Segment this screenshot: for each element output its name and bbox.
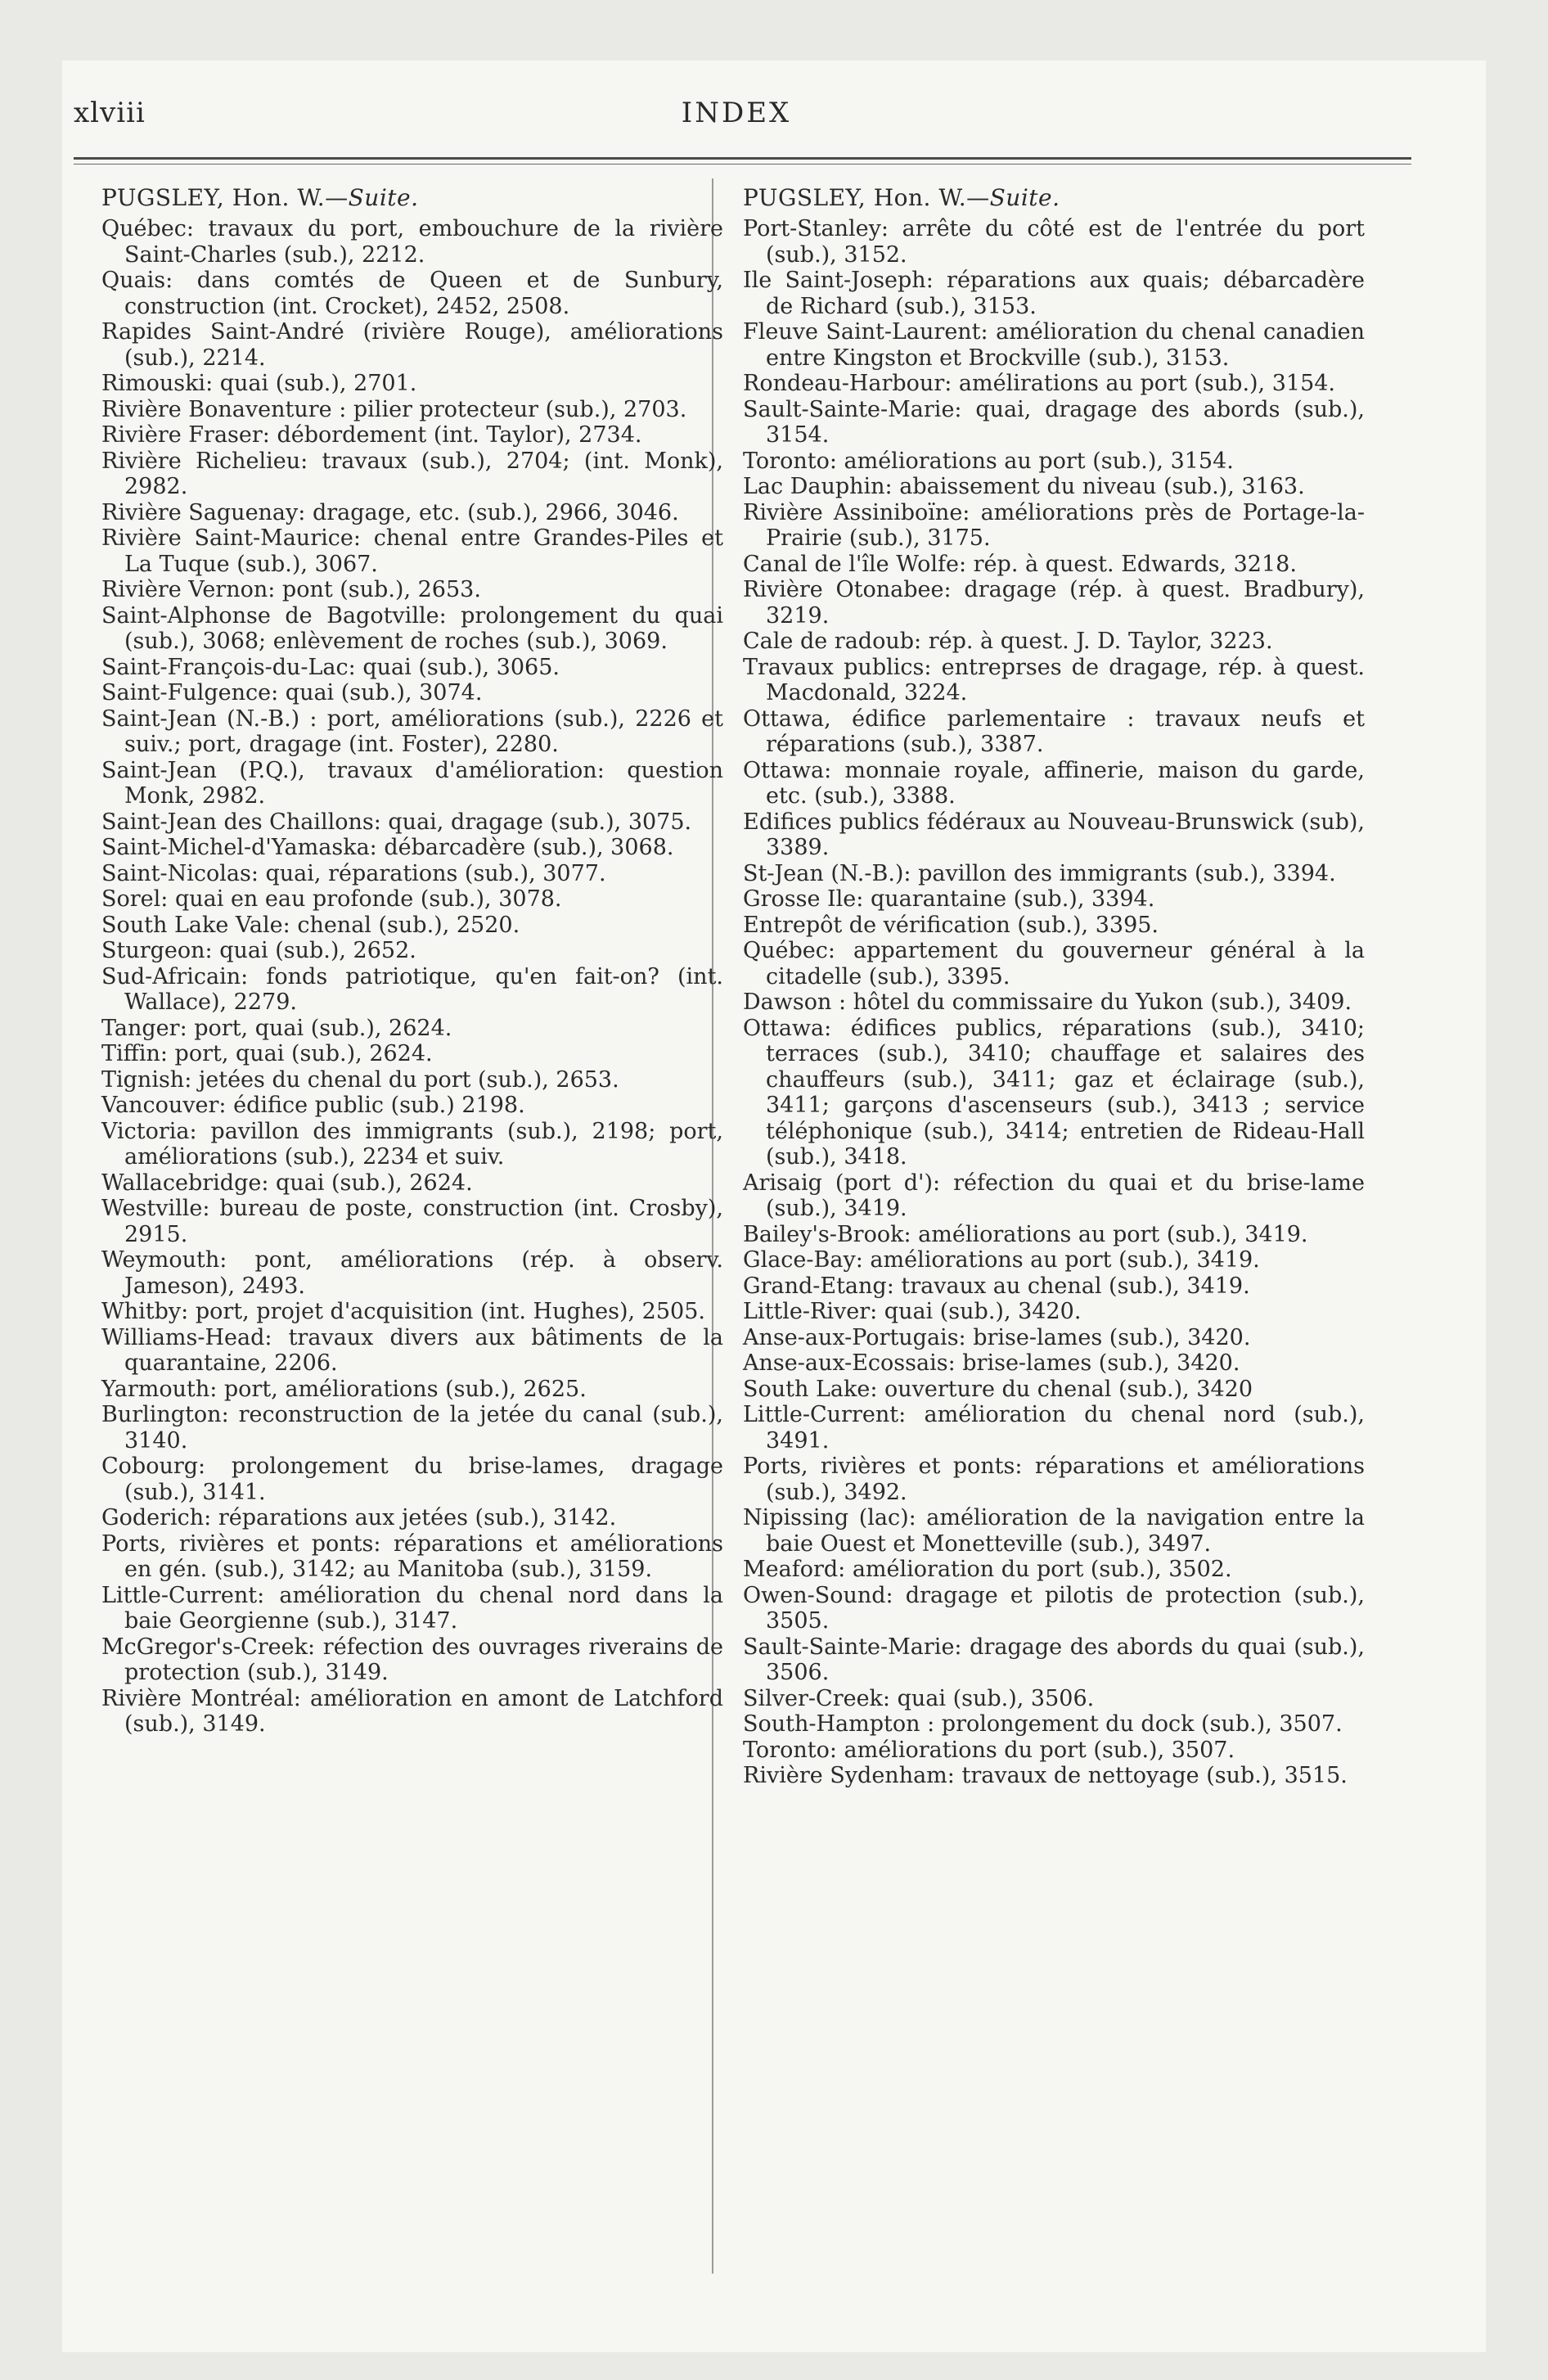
index-entry: Rivière Otonabee: dragage (rép. à quest. Bradbury), 3219. (743, 577, 1365, 629)
index-entry: Saint-Alphonse de Bagotville: prolongement du quai (sub.), 3068; enlèvement de roches (sub.), 3069. (101, 602, 723, 654)
heading-suite: Suite. (348, 184, 419, 211)
index-entry: Entrepôt de vérification (sub.), 3395. (743, 912, 1159, 938)
index-entry: Ports, rivières et ponts: réparations et améliorations en gén. (sub.), 3142; au Manitoba (sub.), 3159. (101, 1530, 723, 1582)
index-entry: Sud-Africain: fonds patriotique, qu'en fait-on? (int. Wallace), 2279. (101, 963, 723, 1015)
right-column-heading (743, 185, 1365, 211)
index-entry: Rivière Saguenay: dragage, etc. (sub.), 2966, 3046. (101, 499, 679, 525)
index-entry: Port-Stanley: arrête du côté est de l'entrée du port (sub.), 3152. (743, 216, 1365, 268)
page-title: INDEX (681, 97, 792, 129)
heading-name: PUGSLEY, Hon. W.— (743, 184, 990, 211)
index-entry: Saint-Fulgence: quai (sub.), 3074. (101, 680, 483, 705)
index-entry: Sault-Sainte-Marie: dragage des abords du quai (sub.), 3506. (743, 1634, 1365, 1685)
index-entry: Wallacebridge: quai (sub.), 2624. (101, 1170, 473, 1196)
index-entry: Dawson : hôtel du commissaire du Yukon (sub.), 3409. (743, 989, 1352, 1015)
index-entry: Canal de l'île Wolfe: rép. à quest. Edwards, 3218. (743, 551, 1297, 577)
index-entry: Rivière Vernon: pont (sub.), 2653. (101, 577, 481, 602)
index-entry: Sault-Sainte-Marie: quai, dragage des abords (sub.), 3154. (743, 396, 1365, 448)
index-entry: Ottawa, édifice parlementaire : travaux neufs et réparations (sub.), 3387. (743, 705, 1365, 757)
index-entry: Québec: travaux du port, embouchure de la rivière Saint-Charles (sub.), 2212. (101, 216, 723, 268)
index-entry: Saint-Jean (P.Q.), travaux d'amélioration: question Monk, 2982. (101, 757, 723, 809)
index-entry: Yarmouth: port, améliorations (sub.), 2625. (101, 1376, 587, 1402)
index-entry: Saint-François-du-Lac: quai (sub.), 3065. (101, 654, 560, 680)
header-rule (74, 157, 1411, 160)
index-entry: South Lake Vale: chenal (sub.), 2520. (101, 912, 520, 938)
index-entry: Ottawa: édifices publics, réparations (sub.), 3410; terraces (sub.), 3410; chauffage et salaires des chauffeurs (sub.), 3411; gaz et éclairage (sub.), 3411; garçons d'ascenseurs (sub.), 3413 ; service téléphonique (sub.), 3414; entretien de Rideau-Hall (sub.), 3418. (743, 1015, 1365, 1170)
index-entry: Silver-Creek: quai (sub.), 3506. (743, 1685, 1095, 1711)
index-entry: St-Jean (N.-B.): pavillon des immigrants (sub.), 3394. (743, 860, 1336, 886)
index-entry: Tignish: jetées du chenal du port (sub.), 2653. (101, 1066, 619, 1093)
index-entry: Westville: bureau de poste, construction (int. Crosby), 2915. (101, 1196, 723, 1247)
index-entry: Sturgeon: quai (sub.), 2652. (101, 938, 416, 963)
index-entry: Rapides Saint-André (rivière Rouge), améliorations (sub.), 2214. (101, 319, 723, 371)
index-entry: Little-Current: amélioration du chenal nord (sub.), 3491. (743, 1402, 1365, 1454)
index-entry: Weymouth: pont, améliorations (rép. à observ. Jameson), 2493. (101, 1247, 723, 1299)
header-rule-thin (74, 164, 1411, 165)
index-entry: Rivière Assiniboïne: améliorations près de Portage-la-Prairie (sub.), 3175. (743, 499, 1365, 551)
index-entry: Goderich: réparations aux jetées (sub.), 3142. (101, 1505, 617, 1530)
index-entry: Williams-Head: travaux divers aux bâtiments de la quarantaine, 2206. (101, 1324, 723, 1376)
index-entry: Rivière Richelieu: travaux (sub.), 2704; (int. Monk), 2982. (101, 448, 723, 499)
index-entry: Saint-Michel-d'Yamaska: débarcadère (sub.), 3068. (101, 835, 674, 860)
index-entry: Little-River: quai (sub.), 3420. (743, 1299, 1082, 1324)
index-entry: Whitby: port, projet d'acquisition (int. Hughes), 2505. (101, 1299, 705, 1324)
index-entry: McGregor's-Creek: réfection des ouvrages riverains de protection (sub.), 3149. (101, 1634, 723, 1685)
index-entry: Owen-Sound: dragage et pilotis de protection (sub.), 3505. (743, 1582, 1365, 1634)
index-entry: Ports, rivières et ponts: réparations et améliorations (sub.), 3492. (743, 1454, 1365, 1505)
index-entry: South-Hampton : prolongement du dock (sub.), 3507. (743, 1711, 1343, 1737)
index-entry: Little-Current: amélioration du chenal nord dans la baie Georgienne (sub.), 3147. (101, 1582, 723, 1634)
index-entry: Toronto: améliorations du port (sub.), 3507. (743, 1737, 1235, 1763)
heading-suite: Suite. (989, 184, 1060, 211)
index-entry: Toronto: améliorations au port (sub.), 3154. (743, 448, 1234, 474)
index-entry: Ottawa: monnaie royale, affinerie, maison du garde, etc. (sub.), 3388. (743, 757, 1365, 809)
index-entry: Saint-Jean des Chaillons: quai, dragage (sub.), 3075. (101, 809, 692, 835)
index-entry: Rivière Fraser: débordement (int. Taylor), 2734. (101, 422, 642, 448)
index-entry: Grosse Ile: quarantaine (sub.), 3394. (743, 886, 1155, 912)
index-entry: Saint-Nicolas: quai, réparations (sub.), 3077. (101, 860, 606, 886)
index-entry: Glace-Bay: améliorations au port (sub.), 3419. (743, 1247, 1260, 1273)
index-entry: Sorel: quai en eau profonde (sub.), 3078. (101, 886, 562, 912)
index-entry: Saint-Jean (N.-B.) : port, améliorations (sub.), 2226 et suiv.; port, dragage (int. Foster), 2280. (101, 705, 723, 757)
index-entry: Tiffin: port, quai (sub.), 2624. (101, 1041, 433, 1066)
index-entry: Travaux publics: entreprses de dragage, rép. à quest. Macdonald, 3224. (743, 654, 1365, 705)
index-entry: Tanger: port, quai (sub.), 2624. (101, 1015, 452, 1041)
index-entry: Bailey's-Brook: améliorations au port (sub.), 3419. (743, 1221, 1308, 1247)
index-entry: Rivière Saint-Maurice: chenal entre Grandes-Piles et La Tuque (sub.), 3067. (101, 525, 723, 577)
index-entry: Anse-aux-Portugais: brise-lames (sub.), 3420. (743, 1324, 1251, 1350)
index-entry: Edifices publics fédéraux au Nouveau-Brunswick (sub), 3389. (743, 809, 1365, 860)
index-entry: Québec: appartement du gouverneur général à la citadelle (sub.), 3395. (743, 938, 1365, 989)
index-entry: South Lake: ouverture du chenal (sub.), 3420 (743, 1376, 1253, 1402)
page-folio: xlviii (74, 97, 146, 129)
index-entry: Rivière Sydenham: travaux de nettoyage (sub.), 3515. (743, 1763, 1348, 1788)
left-column-heading (101, 185, 723, 211)
index-entry: Meaford: amélioration du port (sub.), 3502. (743, 1557, 1232, 1582)
left-column (101, 185, 723, 1738)
index-entry: Quais: dans comtés de Queen et de Sunbury, construction (int. Crocket), 2452, 2508. (101, 268, 723, 319)
index-entry: Ile Saint-Joseph: réparations aux quais; débarcadère de Richard (sub.), 3153. (743, 268, 1365, 319)
right-column (743, 185, 1365, 1789)
index-entry: Rimouski: quai (sub.), 2701. (101, 371, 417, 396)
index-entry: Lac Dauphin: abaissement du niveau (sub.), 3163. (743, 474, 1305, 499)
index-entry: Cale de radoub: rép. à quest. J. D. Taylor, 3223. (743, 629, 1273, 654)
index-entry: Grand-Etang: travaux au chenal (sub.), 3419. (743, 1273, 1250, 1299)
index-entry: Burlington: reconstruction de la jetée du canal (sub.), 3140. (101, 1402, 723, 1454)
index-entry: Victoria: pavillon des immigrants (sub.), 2198; port, améliorations (sub.), 2234 et suiv. (101, 1118, 723, 1170)
heading-name: PUGSLEY, Hon. W.— (101, 184, 349, 211)
index-entry: Nipissing (lac): amélioration de la navigation entre la baie Ouest et Monetteville (sub.), 3497. (743, 1505, 1365, 1557)
index-entry: Rivière Bonaventure : pilier protecteur (sub.), 2703. (101, 396, 687, 422)
running-head (74, 97, 1399, 137)
index-entry: Fleuve Saint-Laurent: amélioration du chenal canadien entre Kingston et Brockville (sub.), 3153. (743, 319, 1365, 371)
index-entry: Cobourg: prolongement du brise-lames, dragage (sub.), 3141. (101, 1454, 723, 1505)
index-entry: Anse-aux-Ecossais: brise-lames (sub.), 3420. (743, 1350, 1240, 1376)
index-entry: Rondeau-Harbour: amélirations au port (sub.), 3154. (743, 371, 1336, 396)
index-entry: Arisaig (port d'): réfection du quai et du brise-lame (sub.), 3419. (743, 1170, 1365, 1221)
index-entry: Vancouver: édifice public (sub.) 2198. (101, 1093, 525, 1118)
index-entry: Rivière Montréal: amélioration en amont de Latchford (sub.), 3149. (101, 1685, 723, 1737)
